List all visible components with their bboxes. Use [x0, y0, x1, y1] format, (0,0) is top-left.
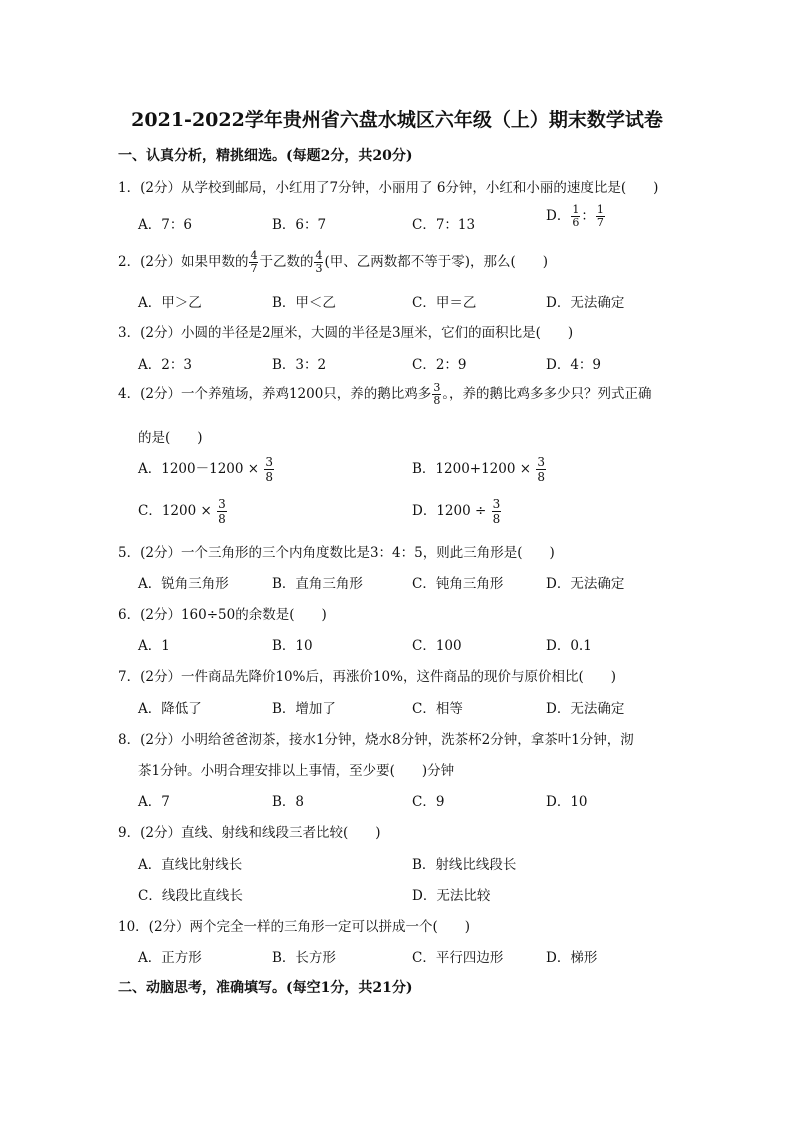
q6-option-a: A．1	[138, 638, 170, 654]
q1-option-a: A．7：6	[138, 217, 192, 233]
q5-option-b: B．直角三角形	[272, 576, 363, 592]
q9-option-c: C．线段比直线长	[138, 888, 243, 904]
q8-option-d: D．10	[546, 794, 588, 810]
question-4-text: 。，养的鹅比鸡多多少只？列式正确	[442, 386, 652, 402]
q2-option-d: D．无法确定	[546, 295, 625, 311]
q2-option-a: A．甲＞乙	[138, 295, 202, 311]
fraction	[264, 455, 274, 484]
question-8-line-2: 茶1分钟。小明合理安排以上事情，至少要( )分钟	[138, 763, 455, 779]
numerator: 3	[433, 381, 441, 394]
fraction	[596, 204, 605, 229]
numerator: 1	[572, 203, 580, 216]
q7-option-d: D．无法确定	[546, 701, 625, 717]
q6-option-b: B．10	[272, 638, 313, 654]
q5-option-c: C．钝角三角形	[412, 576, 504, 592]
fraction	[314, 250, 323, 275]
section-heading-2: 二、动脑思考，准确填写。(每空1分，共21分)	[118, 980, 413, 996]
q3-option-b: B．3：2	[272, 357, 327, 373]
q8-option-c: C．9	[412, 794, 445, 810]
q4-option-b-text: B．1200+1200 ×	[412, 461, 532, 477]
denominator: 7	[596, 216, 604, 229]
ratio-sign: ：	[581, 208, 595, 224]
q2-option-b: B．甲＜乙	[272, 295, 336, 311]
denominator: 8	[537, 470, 545, 484]
q3-option-a: A．2：3	[138, 357, 192, 373]
numerator: 3	[265, 455, 274, 469]
fraction	[249, 250, 258, 275]
fraction	[536, 455, 546, 484]
question-9: 9．(2分）直线、射线和线段三者比较( )	[118, 825, 381, 841]
section-heading-1: 一、认真分析，精挑细选。(每题2分，共20分)	[118, 148, 413, 164]
question-1: 1．(2分）从学校到邮局，小红用了7分钟，小丽用了 6分钟，小红和小丽的速度比是( )	[118, 180, 659, 196]
numerator: 3	[218, 497, 226, 511]
denominator: 8	[492, 512, 501, 526]
q5-option-d: D．无法确定	[546, 576, 625, 592]
denominator: 3	[315, 262, 323, 275]
q2-option-c: C．甲＝乙	[412, 295, 477, 311]
question-4	[118, 382, 652, 407]
q9-option-a: A．直线比射线长	[138, 857, 243, 873]
numerator: 1	[596, 203, 604, 216]
q8-option-a: A．7	[138, 794, 170, 810]
q7-option-c: C．相等	[412, 701, 463, 717]
q6-option-d: D．0.1	[546, 638, 592, 654]
numerator: 4	[315, 249, 323, 262]
question-2-text: 2．(2分）如果甲数的	[118, 254, 249, 270]
numerator: 3	[537, 455, 545, 469]
q4-option-c-text: C．1200 ×	[138, 503, 212, 519]
q1-option-d-prefix: D．	[546, 208, 571, 224]
q4-option-c	[138, 497, 228, 526]
question-6: 6．(2分）160÷50的余数是( )	[118, 607, 327, 623]
page-title: 2021-2022学年贵州省六盘水城区六年级（上）期末数学试卷	[131, 109, 663, 131]
question-3: 3．(2分）小圆的半径是2厘米，大圆的半径是3厘米，它们的面积比是( )	[118, 325, 574, 341]
q9-option-d: D．无法比较	[412, 888, 491, 904]
question-2-text: (甲、乙两数都不等于零)，那么( )	[324, 254, 549, 270]
denominator: 8	[265, 470, 274, 484]
question-10: 10．(2分）两个完全一样的三角形一定可以拼成一个( )	[118, 919, 471, 935]
fraction	[217, 497, 227, 526]
question-4-text: 4．(2分）一个养殖场，养鸡1200只，养的鹅比鸡多	[118, 386, 432, 402]
question-5: 5．(2分）一个三角形的三个内角度数比是3：4：5，则此三角形是( )	[118, 545, 555, 561]
denominator: 8	[433, 394, 441, 407]
q1-option-d	[546, 204, 606, 229]
q10-option-b: B．长方形	[272, 950, 336, 966]
q10-option-a: A．正方形	[138, 950, 202, 966]
q10-option-c: C．平行四边形	[412, 950, 504, 966]
question-2-text: 于乙数的	[259, 254, 314, 270]
q5-option-a: A．锐角三角形	[138, 576, 229, 592]
q1-option-c: C．7：13	[412, 217, 476, 233]
q7-option-b: B．增加了	[272, 701, 336, 717]
numerator: 4	[250, 249, 258, 262]
q7-option-a: A．降低了	[138, 701, 202, 717]
denominator: 7	[250, 262, 258, 275]
q1-option-b: B．6：7	[272, 217, 327, 233]
q3-option-c: C．2：9	[412, 357, 467, 373]
q4-option-a-text: A．1200－1200 ×	[138, 461, 260, 477]
q9-option-b: B．射线比线段长	[412, 857, 517, 873]
fraction	[492, 497, 502, 526]
q8-option-b: B．8	[272, 794, 305, 810]
question-7: 7．(2分）一件商品先降价10%后，再涨价10%，这件商品的现价与原价相比( )	[118, 669, 616, 685]
denominator: 6	[572, 216, 580, 229]
q4-option-b	[412, 455, 547, 484]
q4-option-d-text: D．1200 ÷	[412, 503, 487, 519]
q4-option-a	[138, 455, 275, 484]
fraction	[571, 204, 580, 229]
question-4-line-2: 的是( )	[138, 430, 203, 446]
q4-option-d	[412, 497, 502, 526]
denominator: 8	[218, 512, 226, 526]
q3-option-d: D．4：9	[546, 357, 602, 373]
fraction	[432, 382, 441, 407]
numerator: 3	[492, 497, 501, 511]
question-8: 8．(2分）小明给爸爸沏茶，接水1分钟，烧水8分钟，洗茶杯2分钟，拿茶叶1分钟，沏	[118, 732, 634, 748]
q6-option-c: C．100	[412, 638, 462, 654]
question-2	[118, 250, 548, 275]
q10-option-d: D．梯形	[546, 950, 598, 966]
